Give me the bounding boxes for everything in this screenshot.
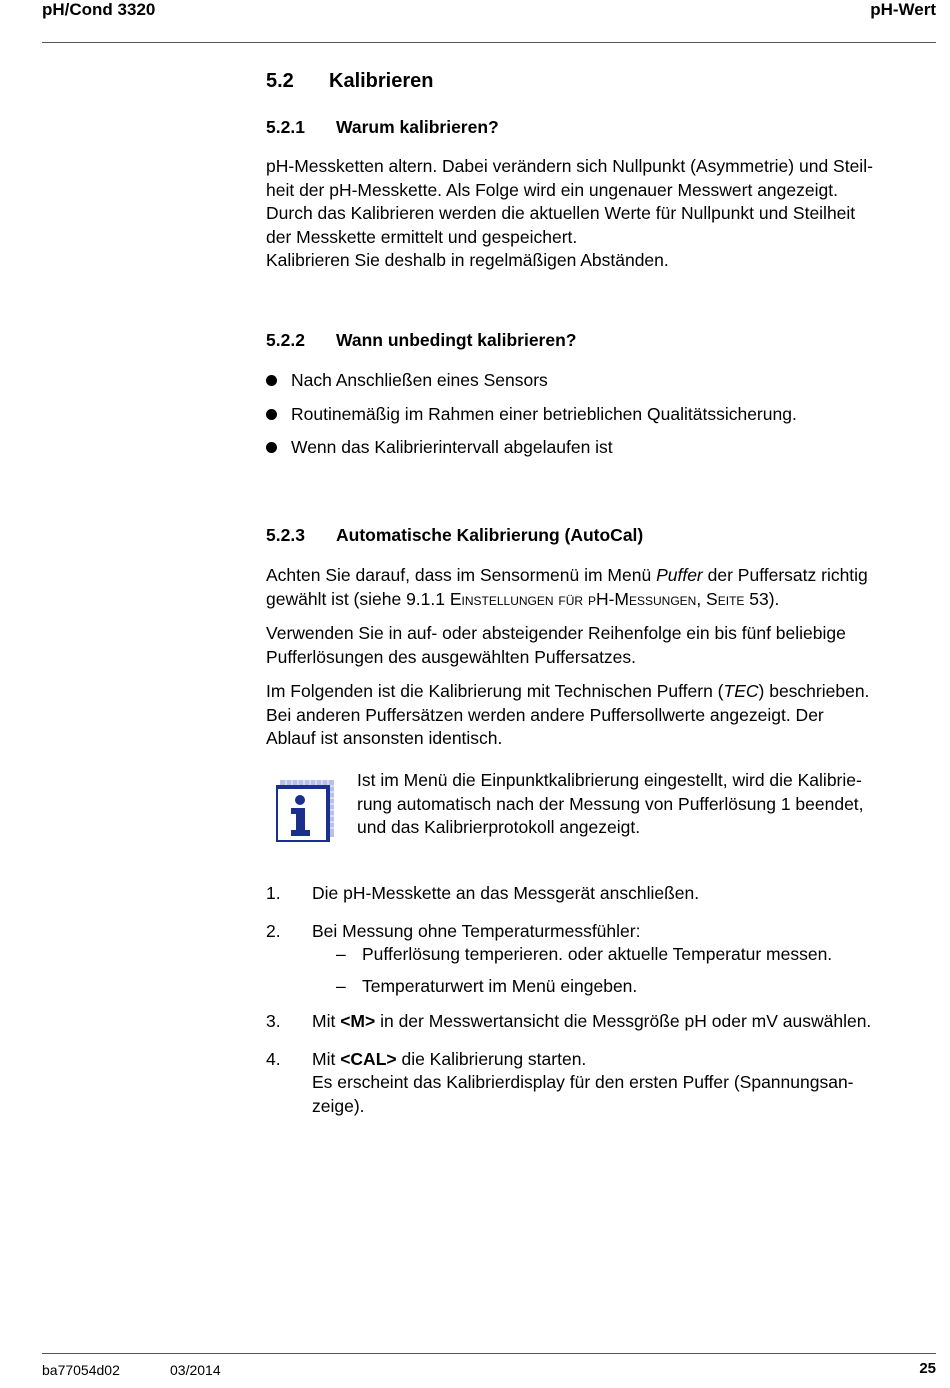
info-note-line: und das Kalibrierprotokoll angezeigt. — [357, 817, 641, 837]
step-text: in der Messwertansicht die Messgröße pH oder mV auswählen. — [375, 1011, 872, 1031]
section-heading — [266, 70, 433, 94]
buffer-name: TEC — [723, 681, 759, 701]
subsection-heading-when — [266, 329, 576, 353]
when-bullet-list — [266, 369, 797, 470]
text-run: 53). — [744, 588, 780, 609]
paragraph-line: Durch das Kalibrieren werden die aktuellen Werte für Nullpunkt und Steilheit — [266, 203, 856, 223]
step-number: 1. — [266, 883, 281, 903]
page-number: 25 — [919, 1360, 936, 1377]
list-item — [266, 403, 797, 437]
paragraph-line: Verwenden Sie in auf- oder absteigender Reihenfolge ein bis fünf beliebige — [266, 623, 846, 643]
step-item — [266, 1048, 938, 1119]
key-label: <M> — [340, 1011, 376, 1031]
paragraph-line: Kalibrieren Sie deshalb in regelmäßigen Abständen. — [266, 250, 669, 270]
sub-step-text: Temperaturwert im Menü eingeben. — [362, 975, 638, 996]
list-item-text: Wenn das Kalibrierintervall abgelaufen ist — [291, 437, 613, 457]
paragraph-line: der Messkette ermittelt und gespeichert. — [266, 226, 578, 247]
dash-icon: – — [336, 944, 346, 964]
subsection-title: Warum kalibrieren? — [336, 117, 499, 137]
info-note — [357, 769, 937, 840]
key-label: <CAL> — [340, 1048, 397, 1069]
menu-name: Puffer — [656, 565, 703, 585]
step-text: Bei Messung ohne Temperaturmessfühler: — [312, 920, 641, 941]
autocal-paragraph-3 — [266, 680, 938, 751]
header-product: pH/Cond 3320 — [42, 0, 156, 19]
sub-step — [312, 943, 938, 967]
list-item-text: Nach Anschließen eines Sensors — [291, 370, 548, 390]
bullet-icon — [266, 409, 277, 420]
step-text: Mit — [312, 1011, 341, 1031]
step-item — [266, 1010, 938, 1034]
subsection-title: Wann unbedingt kalibrieren? — [336, 330, 577, 350]
step-text: zeige). — [312, 1095, 365, 1116]
text-run: gewählt ist (siehe 9.1.1 — [266, 588, 450, 609]
paragraph-line: Pufferlösungen des ausgewählten Puffersatzes. — [266, 646, 637, 667]
autocal-paragraph-2 — [266, 622, 938, 669]
step-number: 4. — [266, 1048, 281, 1069]
autocal-paragraph-1 — [266, 564, 938, 611]
bullet-icon — [266, 375, 277, 386]
sub-step — [312, 975, 938, 999]
text-run: Im Folgenden ist die Kalibrierung mit Technischen Puffern ( — [266, 681, 724, 701]
step-number: 2. — [266, 920, 281, 941]
step-text: Es erscheint das Kalibrierdisplay für den ersten Puffer (Spannungsan- — [312, 1072, 854, 1092]
list-item — [266, 436, 797, 470]
step-number: 3. — [266, 1011, 281, 1031]
subsection-heading-why — [266, 116, 499, 140]
cross-reference-link[interactable]: Einstellungen für pH-Messungen, Seite — [449, 588, 745, 609]
section-title: Kalibrieren — [329, 70, 434, 92]
text-run: ) beschrieben. — [758, 681, 870, 701]
list-item — [266, 369, 797, 403]
bullet-icon — [266, 442, 277, 453]
sub-step-text: Pufferlösung temperieren. oder aktuelle Temperatur messen. — [362, 944, 833, 964]
section-number: 5.2 — [266, 70, 294, 92]
footer-date: 03/2014 — [170, 1362, 221, 1378]
step-item — [266, 882, 938, 906]
step-text: Mit — [312, 1048, 341, 1069]
text-run: der Puffersatz richtig — [702, 565, 868, 585]
steps-list — [266, 882, 938, 1118]
step-text: die Kalibrierung starten. — [396, 1048, 587, 1069]
subsection-number: 5.2.2 — [266, 330, 305, 350]
info-note-line: rung automatisch nach der Messung von Pufferlösung 1 beendet, — [357, 793, 864, 814]
dash-icon: – — [336, 975, 346, 996]
subsection-title: Automatische Kalibrierung (AutoCal) — [336, 525, 644, 545]
subsection-heading-autocal — [266, 524, 643, 548]
paragraph-line: Bei anderen Puffersätzen werden andere Puffersollwerte angezeigt. Der — [266, 704, 824, 725]
step-text: Die pH-Messkette an das Messgerät anschließen. — [312, 883, 700, 903]
list-item-text: Routinemäßig im Rahmen einer betrieblichen Qualitätssicherung. — [291, 403, 797, 424]
subsection-number: 5.2.3 — [266, 525, 305, 545]
paragraph-line: heit der pH-Messkette. Als Folge wird ein ungenauer Messwert angezeigt. — [266, 179, 838, 200]
step-item — [266, 920, 938, 999]
paragraph-line: Ablauf ist ansonsten identisch. — [266, 728, 503, 748]
header-chapter: pH-Wert — [870, 0, 936, 19]
subsection-number: 5.2.1 — [266, 117, 305, 137]
footer-divider — [42, 1353, 936, 1354]
info-note-line: Ist im Menü die Einpunktkalibrierung eingestellt, wird die Kalibrie- — [357, 770, 862, 790]
why-paragraph — [266, 155, 938, 273]
paragraph-line: pH-Messketten altern. Dabei verändern sich Nullpunkt (Asymmetrie) und Steil- — [266, 156, 873, 176]
text-run: Achten Sie darauf, dass im Sensormenü im Menü — [266, 565, 657, 585]
info-icon — [276, 780, 334, 842]
footer-document-number: ba77054d02 — [42, 1362, 120, 1378]
header-divider — [42, 42, 936, 43]
